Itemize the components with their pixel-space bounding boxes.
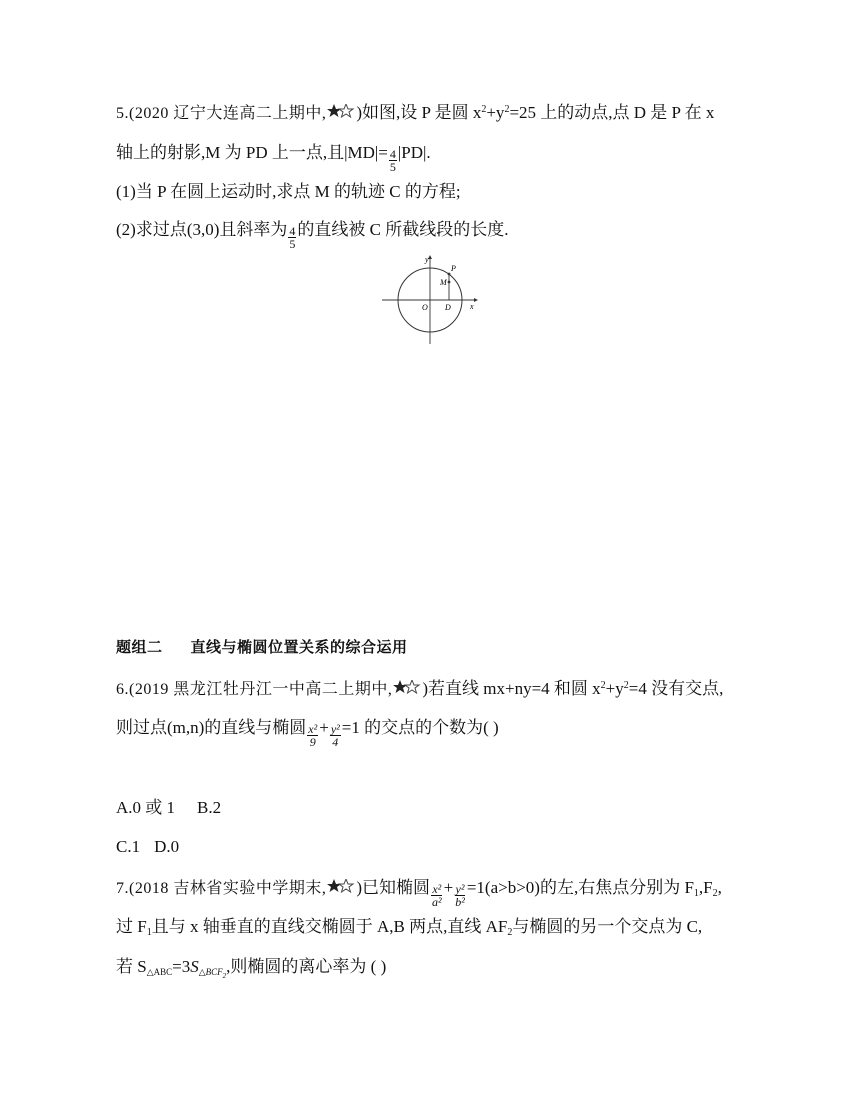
frac-numerator: y² xyxy=(330,722,340,736)
q7-text-d: , xyxy=(717,878,722,897)
q7-line3-s-italic: S xyxy=(190,957,199,976)
q7-line2-text-c: 与椭圆的另一个交点为 C, xyxy=(512,917,703,936)
label-o: O xyxy=(422,303,428,312)
q7-line2-text-a: 过 F xyxy=(116,917,147,936)
frac-numerator: x² xyxy=(308,722,318,736)
q5-text-c: +y xyxy=(486,103,505,122)
q5-sup-2: 2 xyxy=(504,104,510,115)
q5-part-2 xyxy=(116,218,509,250)
q6-sup-1: 2 xyxy=(600,680,606,691)
circle-diagram xyxy=(378,252,480,348)
q7-line-1 xyxy=(116,876,722,908)
q7-line3-sub-2-text: △BCF xyxy=(198,967,223,977)
q7-comma: ,F xyxy=(698,878,713,897)
q7-line3-sub-2 xyxy=(198,967,227,980)
q6-text-d: =4 没有交点, xyxy=(628,679,724,698)
frac-numerator: y² xyxy=(455,882,465,896)
section-title: 直线与椭圆位置关系的综合运用 xyxy=(190,638,408,656)
q7-fraction-x xyxy=(431,883,443,908)
q5-part-1: (1)当 P 在圆上运动时,求点 M 的轨迹 C 的方程; xyxy=(116,182,461,201)
q7-line-3 xyxy=(116,955,386,979)
frac-denominator: b² xyxy=(455,895,465,909)
q7-sub-2: 2 xyxy=(712,888,718,899)
q5-line-2 xyxy=(116,141,431,173)
q7-text-c: =1(a>b>0)的左,右焦点分别为 F xyxy=(466,878,694,897)
q6-line2-text-a: 则过点(m,n)的直线与椭圆 xyxy=(116,718,307,737)
option-d[interactable]: D.0 xyxy=(154,837,180,856)
frac-denominator: 5 xyxy=(389,160,396,174)
frac-numerator: 4 xyxy=(289,224,296,238)
q6-source-open: 6.(2019 黑龙江牡丹江一中高二上期中, xyxy=(116,681,393,698)
frac-denominator: 4 xyxy=(332,735,339,749)
label-y: y xyxy=(425,255,429,264)
q7-text-b: )已知椭圆 xyxy=(356,878,431,897)
difficulty-stars-icon xyxy=(393,677,421,701)
q7-line3-text-b: =3 xyxy=(172,957,191,976)
plus-sign: + xyxy=(319,718,329,737)
q5-part2-text-b: 的直线被 C 所截线段的长度. xyxy=(297,220,509,239)
q7-line2-sub-2: 2 xyxy=(507,927,513,938)
q6-sup-2: 2 xyxy=(623,680,629,691)
section-heading xyxy=(116,636,408,657)
q7-line2-text-b: 且与 x 轴垂直的直线交椭圆于 A,B 两点,直线 AF xyxy=(151,917,508,936)
option-c[interactable]: C.1 xyxy=(116,837,141,856)
q5-source-open: 5.(2020 辽宁大连高二上期中, xyxy=(116,105,327,122)
difficulty-stars-icon xyxy=(327,876,355,900)
plus-sign: + xyxy=(443,878,454,897)
label-m: M xyxy=(440,278,447,287)
q5-part2-fraction xyxy=(288,225,296,250)
q7-line3-sub-2-index: 2 xyxy=(222,972,227,980)
q6-fraction-x xyxy=(307,723,318,748)
q5-text-b: )如图,设 P 是圆 x xyxy=(356,103,482,122)
q5-sup-1: 2 xyxy=(481,104,487,115)
q6-text-c: +y xyxy=(605,679,624,698)
point-m xyxy=(448,281,451,284)
label-x: x xyxy=(470,302,474,311)
q5-line2-text-a: 轴上的射影,M 为 PD 上一点,且|MD|= xyxy=(116,143,388,162)
q6-text-b: )若直线 mx+ny=4 和圆 x xyxy=(422,679,601,698)
difficulty-stars-icon xyxy=(327,101,355,125)
q7-line3-sub-1: △ABC xyxy=(146,967,173,977)
q5-line2-text-b: |PD|. xyxy=(397,143,431,162)
label-p: P xyxy=(451,264,456,273)
q5-line-1 xyxy=(116,101,714,126)
frac-denominator: 9 xyxy=(309,735,316,749)
q7-line2-sub-1: 1 xyxy=(146,927,152,938)
frac-numerator: 4 xyxy=(389,147,396,161)
q6-fraction-y xyxy=(330,723,341,748)
q5-text-d: =25 上的动点,点 D 是 P 在 x xyxy=(509,103,715,122)
frac-denominator: a² xyxy=(432,895,442,909)
frac-denominator: 5 xyxy=(289,237,296,251)
q7-fraction-y xyxy=(454,883,466,908)
x-axis-arrow xyxy=(474,298,478,302)
q7-line3-text-a: 若 S xyxy=(116,957,147,976)
option-b[interactable]: B.2 xyxy=(197,798,222,817)
q6-options-row-2 xyxy=(116,835,179,859)
frac-numerator: x² xyxy=(432,882,442,896)
q6-line-1 xyxy=(116,677,723,702)
q7-sub-1: 1 xyxy=(693,888,699,899)
q5-part2-text-a: (2)求过点(3,0)且斜率为 xyxy=(116,220,288,239)
y-axis-arrow xyxy=(428,255,432,259)
option-a[interactable]: A.0 或 1 xyxy=(116,798,176,817)
q7-line-2 xyxy=(116,915,702,939)
label-d: D xyxy=(445,303,451,312)
point-p xyxy=(448,273,451,276)
q7-source-open: 7.(2018 吉林省实验中学期末, xyxy=(116,880,327,897)
section-number: 题组二 xyxy=(116,638,163,656)
q5-fraction xyxy=(389,148,397,173)
q6-line2-text-b: =1 的交点的个数为( ) xyxy=(341,718,499,737)
q6-options-row-1 xyxy=(116,796,221,820)
q7-line3-text-c: ,则椭圆的离心率为 ( ) xyxy=(226,957,387,976)
q6-line-2 xyxy=(116,716,499,748)
